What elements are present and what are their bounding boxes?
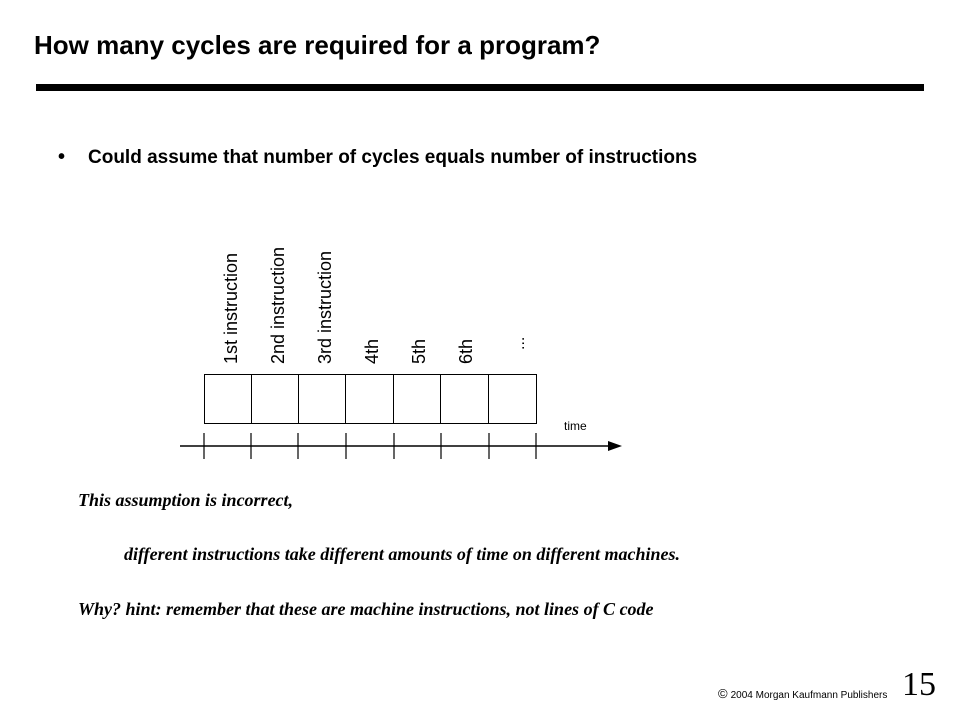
copyright-text: 2004 Morgan Kaufmann Publishers [730,690,888,701]
time-label: time [564,419,587,433]
copyright-symbol: © [718,686,728,701]
page-number: 15 [902,666,936,703]
copyright-notice [718,686,887,701]
instruction-label-6: 6th [456,338,476,364]
instruction-label-4: 4th [362,338,382,364]
instruction-ellipsis: ... [511,336,528,350]
instruction-label-3: 3rd instruction [315,250,335,364]
time-arrow-head [608,441,622,451]
assumption-text: This assumption is incorrect, [78,490,294,510]
bullet-marker: • [58,146,66,168]
hint-text: Why? hint: remember that these are machine instructions, not lines of C code [78,599,654,619]
slide-title: How many cycles are required for a program? [34,30,601,60]
instruction-label-1: 1st instruction [221,252,241,364]
bullet-text: Could assume that number of cycles equals number of instructions [88,147,698,168]
instruction-label-2: 2nd instruction [268,246,288,364]
instruction-label-5: 5th [409,338,429,364]
explanation-text: different instructions take different amounts of time on different machines. [124,544,681,564]
